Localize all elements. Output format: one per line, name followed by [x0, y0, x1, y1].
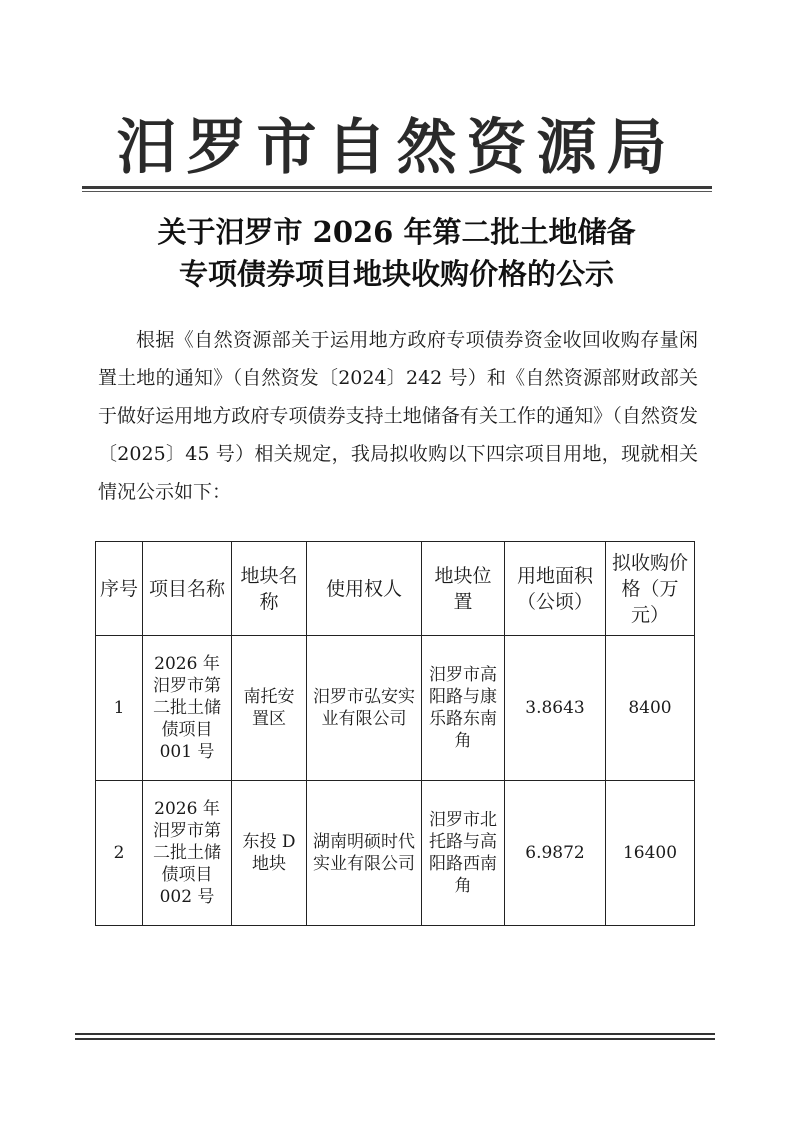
header-area: 用地面积（公顷） [505, 542, 606, 636]
table-row [96, 781, 695, 926]
cell-project: 2026 年汨罗市第二批土储债项目 002 号 [143, 781, 232, 926]
header-owner: 使用权人 [307, 542, 422, 636]
table-row [96, 636, 695, 781]
cell-project: 2026 年汨罗市第二批土储债项目 001 号 [143, 636, 232, 781]
cell-location: 汨罗市北托路与高阳路西南角 [422, 781, 505, 926]
header-no: 序号 [96, 542, 143, 636]
cell-no: 2 [96, 781, 143, 926]
header-price: 拟收购价格（万元） [606, 542, 695, 636]
cell-owner: 汨罗市弘安实业有限公司 [307, 636, 422, 781]
land-acquisition-table [95, 541, 695, 926]
letterhead-divider [82, 186, 712, 192]
cell-price: 16400 [606, 781, 695, 926]
header-location: 地块位置 [422, 542, 505, 636]
cell-parcel: 南托安置区 [232, 636, 307, 781]
notice-title-line1: 关于汨罗市 2026 年第二批土地储备 [157, 215, 636, 249]
table-header-row [96, 542, 695, 636]
cell-area: 6.9872 [505, 781, 606, 926]
cell-price: 8400 [606, 636, 695, 781]
header-parcel: 地块名称 [232, 542, 307, 636]
footer-divider [75, 1033, 715, 1040]
header-project: 项目名称 [143, 542, 232, 636]
cell-parcel: 东投 D 地块 [232, 781, 307, 926]
agency-letterhead: 汨罗市自然资源局 [116, 113, 677, 183]
cell-location: 汨罗市高阳路与康乐路东南角 [422, 636, 505, 781]
cell-owner: 湖南明硕时代实业有限公司 [307, 781, 422, 926]
cell-no: 1 [96, 636, 143, 781]
cell-area: 3.8643 [505, 636, 606, 781]
notice-title-line2: 专项债券项目地块收购价格的公示 [178, 257, 614, 291]
notice-body-paragraph: 根据《自然资源部关于运用地方政府专项债券资金收回收购存量闲置土地的通知》（自然资发〔2024〕242 号）和《自然资源部财政部关于做好运用地方政府专项债券支持土地储备有关工作的通知》（自然资发〔2025〕45 号）相关规定，我局拟收购以下四宗项目用地，现就相关情况公示如下： [98, 329, 698, 503]
